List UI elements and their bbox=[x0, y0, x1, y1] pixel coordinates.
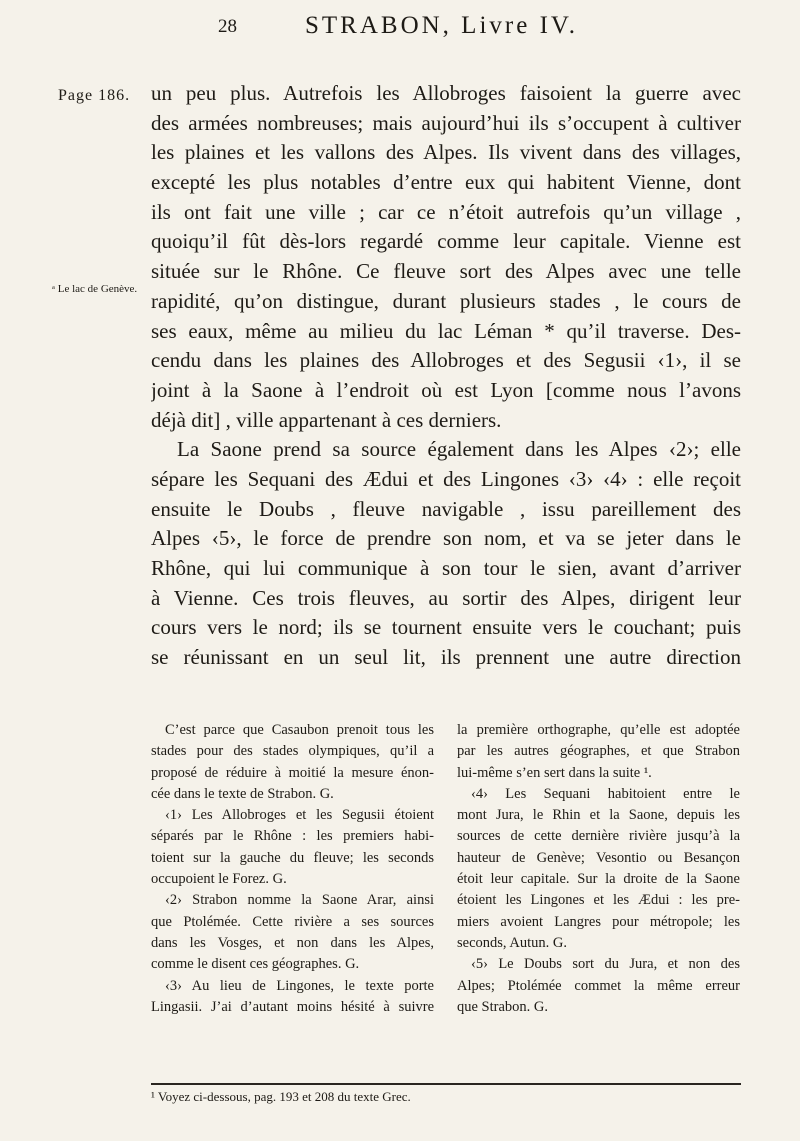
note-line: toient sur la gauche du fleuve; les seconds bbox=[151, 849, 434, 866]
text-line: se réunissant en un seul lit, ils prennent une autre direction bbox=[151, 645, 741, 670]
note-line: que Strabon. G. bbox=[457, 998, 549, 1015]
note-line: hauteur de Genève; Vesontio ou Besançon bbox=[457, 849, 740, 866]
note-line: ‹5› Le Doubs sort du Jura, et non des bbox=[471, 956, 740, 973]
text-line: joint à la Saone à l’endroit où est Lyon [comme nous l’avons bbox=[151, 377, 741, 402]
margin-note-lake: ᵃ Le lac de Genève. bbox=[52, 283, 138, 295]
notes-right-column bbox=[457, 720, 740, 1018]
text-line: rapidité, qu’on distingue, durant plusieurs stades , le cours de bbox=[151, 288, 741, 313]
note-line: proposé de réduire à moitié la mesure énon- bbox=[151, 764, 434, 781]
running-title: STRABON, Livre IV. bbox=[305, 12, 578, 39]
text-line: sépare les Sequani des Ædui et des Lingones ‹3› ‹4› : elle reçoit bbox=[151, 466, 741, 491]
note-line: ‹2› Strabon nomme la Saone Arar, ainsi bbox=[165, 892, 434, 909]
notes-section bbox=[151, 720, 741, 1082]
text-line: les plaines et les vallons des Alpes. Ils vivent dans des villages, bbox=[151, 140, 741, 165]
note-line: comme le disent ces géographes. G. bbox=[151, 956, 360, 973]
note-line: cée dans le texte de Strabon. G. bbox=[151, 785, 334, 802]
note-line: Alpes; Ptolémée commet la même erreur bbox=[457, 977, 740, 994]
margin-page-reference: Page 186. bbox=[58, 87, 131, 104]
text-line: ils ont fait une ville ; car ce n’étoit autrefois qu’un village , bbox=[151, 199, 741, 224]
notes-left-column bbox=[151, 720, 434, 1018]
text-line: ensuite le Doubs , fleuve navigable , issu pareillement des bbox=[151, 496, 741, 521]
note-line: seconds, Autun. G. bbox=[457, 934, 567, 951]
note-line: ‹4› Les Sequani habitoient entre le bbox=[471, 785, 740, 802]
note-line: ‹1› Les Allobroges et les Segusii étoient bbox=[165, 807, 434, 824]
text-line: à Vienne. Ces trois fleuves, au sortir des Alpes, dirigent leur bbox=[151, 585, 741, 610]
text-line: La Saone prend sa source également dans les Alpes ‹2›; elle bbox=[177, 437, 741, 462]
note-line: étoit leur capitale. Sur la droite de la Saone bbox=[457, 871, 740, 888]
text-line: un peu plus. Autrefois les Allobroges faisoient la guerre avec bbox=[151, 81, 741, 105]
text-line: excepté les plus notables d’entre eux qui habitent Vienne, dont bbox=[151, 170, 741, 195]
note-line: Lingasii. J’ai d’autant moins hésité à suivre bbox=[151, 998, 434, 1015]
page-header bbox=[0, 10, 800, 44]
text-line: cendu dans les plaines des Allobroges et des Segusii ‹1›, il se bbox=[151, 348, 741, 373]
text-line: Alpes ‹5›, le force de prendre son nom, et va se jeter dans le bbox=[151, 526, 741, 551]
note-line: C’est parce que Casaubon prenoit tous les bbox=[165, 722, 434, 738]
text-line: quoiqu’il fût dès-lors regardé comme leur capitale. Vienne est bbox=[151, 229, 741, 254]
note-line: que Ptolémée. Cette rivière a ses sources bbox=[151, 913, 434, 930]
text-line: déjà dit] , ville appartenant à ces derniers. bbox=[151, 407, 502, 432]
note-line: miers avoient Langres pour métropole; les bbox=[457, 913, 740, 930]
text-line: Rhône, qui lui communique à son tour le sien, avant d’arriver bbox=[151, 556, 741, 580]
note-line: stades pour des stades olympiques, qu’il a bbox=[151, 743, 434, 760]
note-line: par les autres géographes, et que Strabon bbox=[457, 743, 740, 760]
note-line: ‹3› Au lieu de Lingones, le texte porte bbox=[165, 977, 434, 994]
note-line: étoient les Lingones et les Ædui : les pre- bbox=[457, 892, 740, 909]
footnote-divider bbox=[151, 1083, 741, 1085]
note-line: sources de cette dernière rivière jusqu’à la bbox=[457, 828, 740, 845]
note-line: la première orthographe, qu’elle est adoptée bbox=[457, 722, 740, 738]
note-line: occupoient le Forez. G. bbox=[151, 871, 287, 888]
note-line: séparés par le Rhône : les premiers habi- bbox=[151, 828, 434, 845]
text-line: cours vers le nord; ils se tournent ensuite vers le couchant; puis bbox=[151, 615, 741, 640]
page-number: 28 bbox=[218, 16, 237, 37]
text-line: des armées nombreuses; mais aujourd’hui ils s’occupent à cultiver bbox=[151, 110, 741, 135]
note-line: mont Jura, le Rhin et la Saone, depuis les bbox=[457, 807, 740, 824]
footnote: ¹ Voyez ci-dessous, pag. 193 et 208 du texte Grec. bbox=[151, 1089, 411, 1104]
main-text bbox=[151, 79, 741, 673]
note-line: dans les Vosges, et non dans les Alpes, bbox=[151, 934, 434, 951]
text-line: ses eaux, même au milieu du lac Léman * qu’il traverse. Des- bbox=[151, 318, 741, 343]
note-line: lui-même s’en sert dans la suite ¹. bbox=[457, 764, 652, 781]
text-line: située sur le Rhône. Ce fleuve sort des Alpes avec une telle bbox=[151, 259, 741, 284]
